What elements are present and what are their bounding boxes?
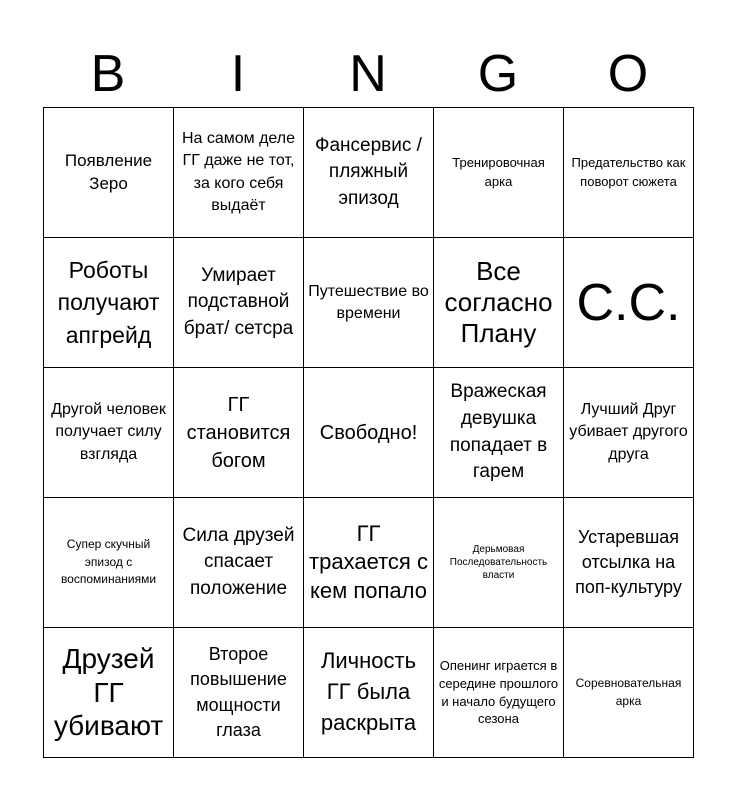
- cell-text: Сила друзей спасает положение: [182, 524, 295, 599]
- cell-text: ГГ становится богом: [186, 393, 291, 472]
- bingo-cell-r5-c2[interactable]: [174, 628, 304, 758]
- bingo-cell-r4-c2[interactable]: [174, 498, 304, 628]
- bingo-cell-r1-c4[interactable]: [434, 108, 564, 238]
- cell-text: Другой человек получает силу взгляда: [51, 400, 166, 463]
- cell-text: Появление Зеро: [64, 150, 153, 193]
- cell-text: Все согласно Плану: [444, 255, 553, 349]
- cell-text: Умирает подставной брат/ сетсра: [183, 264, 294, 339]
- bingo-cell-r5-c4[interactable]: [434, 628, 564, 758]
- bingo-cell-r3-c4[interactable]: [434, 368, 564, 498]
- bingo-cell-r1-c3[interactable]: [304, 108, 434, 238]
- bingo-cell-r3-c3[interactable]: [304, 368, 434, 498]
- bingo-cell-r2-c4[interactable]: [434, 238, 564, 368]
- bingo-cell-r3-c2[interactable]: [174, 368, 304, 498]
- cell-text: ГГ трахается с кем попало: [309, 520, 428, 603]
- header-letter-i: I: [230, 45, 246, 103]
- cell-text: Тренировочная арка: [452, 154, 545, 189]
- cell-text: Свободно!: [319, 421, 418, 444]
- header-letter-n: N: [349, 45, 387, 103]
- bingo-cell-r1-c5[interactable]: [564, 108, 694, 238]
- cell-text: Соревновательная арка: [575, 676, 682, 708]
- bingo-cell-r2-c1[interactable]: [44, 238, 174, 368]
- bingo-cell-r4-c5[interactable]: [564, 498, 694, 628]
- bingo-cell-r4-c1[interactable]: [44, 498, 174, 628]
- bingo-cell-r5-c1[interactable]: [44, 628, 174, 758]
- bingo-board: [43, 107, 694, 758]
- cell-text: Устаревшая отсылка на поп-культуру: [575, 526, 682, 598]
- bingo-cell-r4-c4[interactable]: [434, 498, 564, 628]
- cell-text: Дерьмовая Последовательность власти: [449, 544, 548, 581]
- cell-text: Супер скучный эпизод с воспоминаниями: [60, 537, 157, 587]
- cell-text: Личность ГГ была раскрыта: [320, 648, 417, 735]
- bingo-header: [43, 40, 693, 108]
- header-letter-g: G: [477, 45, 519, 103]
- cell-text: Вражеская девушка попадает в гарем: [449, 381, 548, 483]
- cell-text: Друзей ГГ убивают: [53, 643, 164, 742]
- bingo-cell-r3-c5[interactable]: [564, 368, 694, 498]
- cell-text: С.С.: [576, 273, 681, 332]
- cell-text: Опенинг играется в середине прошлого и начало будущего сезона: [438, 658, 559, 727]
- bingo-cell-r5-c5[interactable]: [564, 628, 694, 758]
- bingo-cell-r5-c3[interactable]: [304, 628, 434, 758]
- header-letter-b: B: [90, 45, 126, 103]
- cell-text: Второе повышение мощности глаза: [190, 644, 287, 740]
- cell-text: Фансервис / пляжный эпизод: [315, 134, 422, 209]
- cell-text: На самом деле ГГ даже не тот, за кого себя выдаёт: [181, 129, 296, 214]
- bingo-cell-r2-c3[interactable]: [304, 238, 434, 368]
- bingo-cell-r1-c1[interactable]: [44, 108, 174, 238]
- bingo-cell-r2-c5[interactable]: [564, 238, 694, 368]
- cell-text: Роботы получают апгрейд: [57, 257, 160, 348]
- header-letter-o: O: [607, 45, 649, 103]
- bingo-cell-r4-c3[interactable]: [304, 498, 434, 628]
- bingo-cell-r3-c1[interactable]: [44, 368, 174, 498]
- bingo-cell-r1-c2[interactable]: [174, 108, 304, 238]
- cell-text: Лучший Друг убивает другого друга: [569, 400, 688, 463]
- cell-text: Предательство как поворот сюжета: [571, 154, 686, 189]
- bingo-cell-r2-c2[interactable]: [174, 238, 304, 368]
- cell-text: Путешествие во времени: [308, 282, 429, 322]
